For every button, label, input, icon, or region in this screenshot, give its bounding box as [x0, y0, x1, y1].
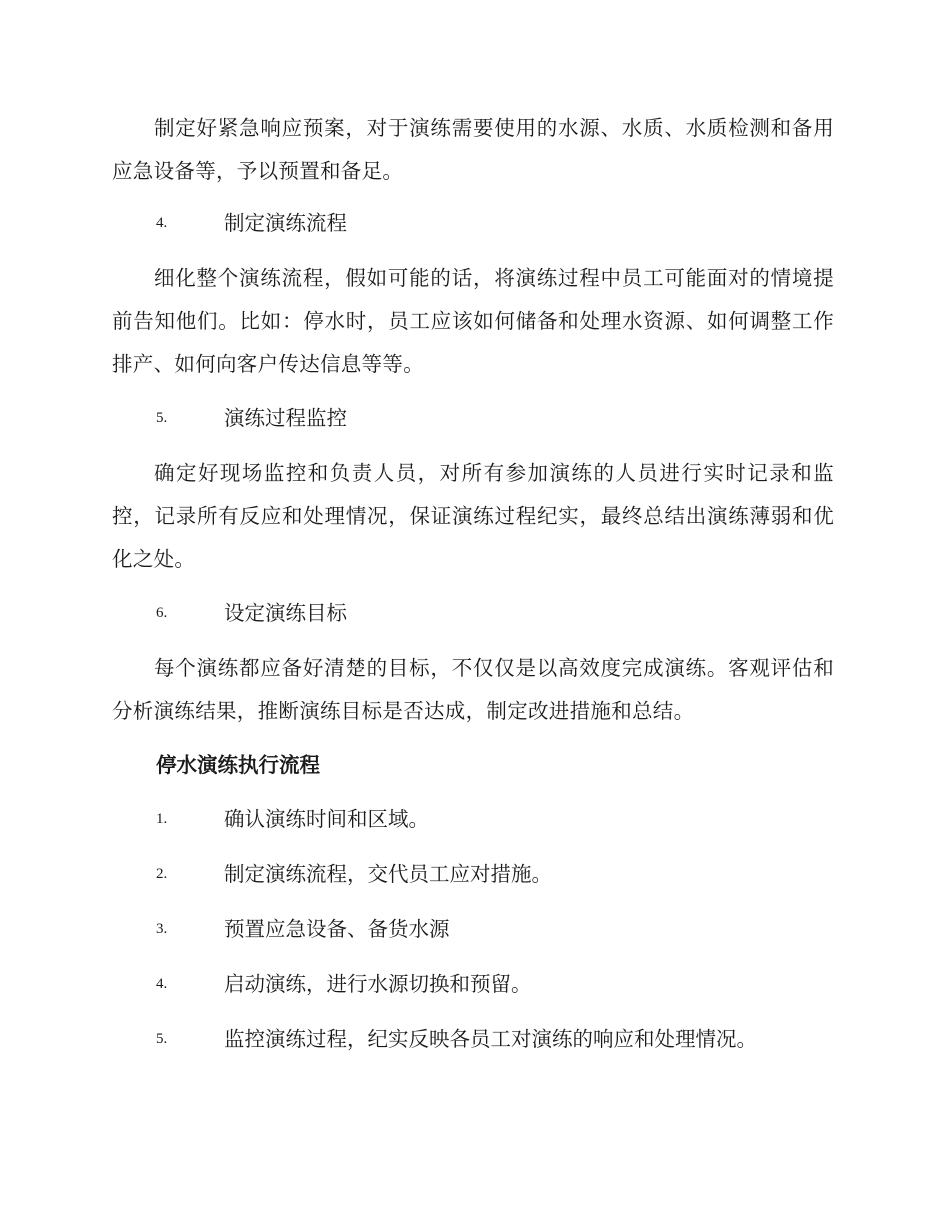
- step-number: 5.: [156, 1031, 168, 1047]
- step-item-2: [156, 859, 836, 889]
- step-item-4: [156, 969, 836, 999]
- paragraph-goals: 每个演练都应备好清楚的目标，不仅仅是以高效度完成演练。客观评估和分析演练结果，推断演练目标是否达成，制定改进措施和总结。: [112, 656, 834, 723]
- list-number: 4.: [156, 215, 168, 231]
- step-item-3: [156, 914, 836, 944]
- list-number: 6.: [156, 605, 168, 621]
- step-label: 启动演练，进行水源切换和预留。: [224, 972, 532, 996]
- step-item-1: [156, 804, 836, 834]
- step-label: 制定演练流程，交代员工应对措施。: [224, 862, 552, 886]
- step-number: 2.: [156, 866, 168, 882]
- step-number: 1.: [156, 811, 168, 827]
- list-item-label: 制定演练流程: [224, 211, 347, 235]
- step-label: 预置应急设备、备货水源: [224, 917, 450, 941]
- list-item-4-drill-process: [156, 208, 836, 238]
- list-item-label: 设定演练目标: [224, 601, 347, 625]
- list-item-6-goals: [156, 598, 836, 628]
- section-heading: 停水演练执行流程: [156, 753, 320, 777]
- paragraph-monitoring: 确定好现场监控和负责人员，对所有参加演练的人员进行实时记录和监控，记录所有反应和处理情况，保证演练过程纪实，最终总结出演练薄弱和优化之处。: [112, 461, 834, 571]
- list-item-5-monitoring: [156, 403, 836, 433]
- list-item-label: 演练过程监控: [224, 406, 347, 430]
- step-number: 3.: [156, 921, 168, 937]
- step-label: 监控演练过程，纪实反映各员工对演练的响应和处理情况。: [224, 1027, 757, 1051]
- step-label: 确认演练时间和区域。: [224, 807, 429, 831]
- list-number: 5.: [156, 410, 168, 426]
- step-number: 4.: [156, 976, 168, 992]
- paragraph-emergency-plan: 制定好紧急响应预案，对于演练需要使用的水源、水质、水质检测和备用应急设备等，予以预置和备足。: [112, 116, 834, 183]
- step-item-5: [156, 1024, 836, 1054]
- paragraph-drill-process: 细化整个演练流程，假如可能的话，将演练过程中员工可能面对的情境提前告知他们。比如：停水时，员工应该如何储备和处理水资源、如何调整工作排产、如何向客户传达信息等等。: [112, 266, 834, 376]
